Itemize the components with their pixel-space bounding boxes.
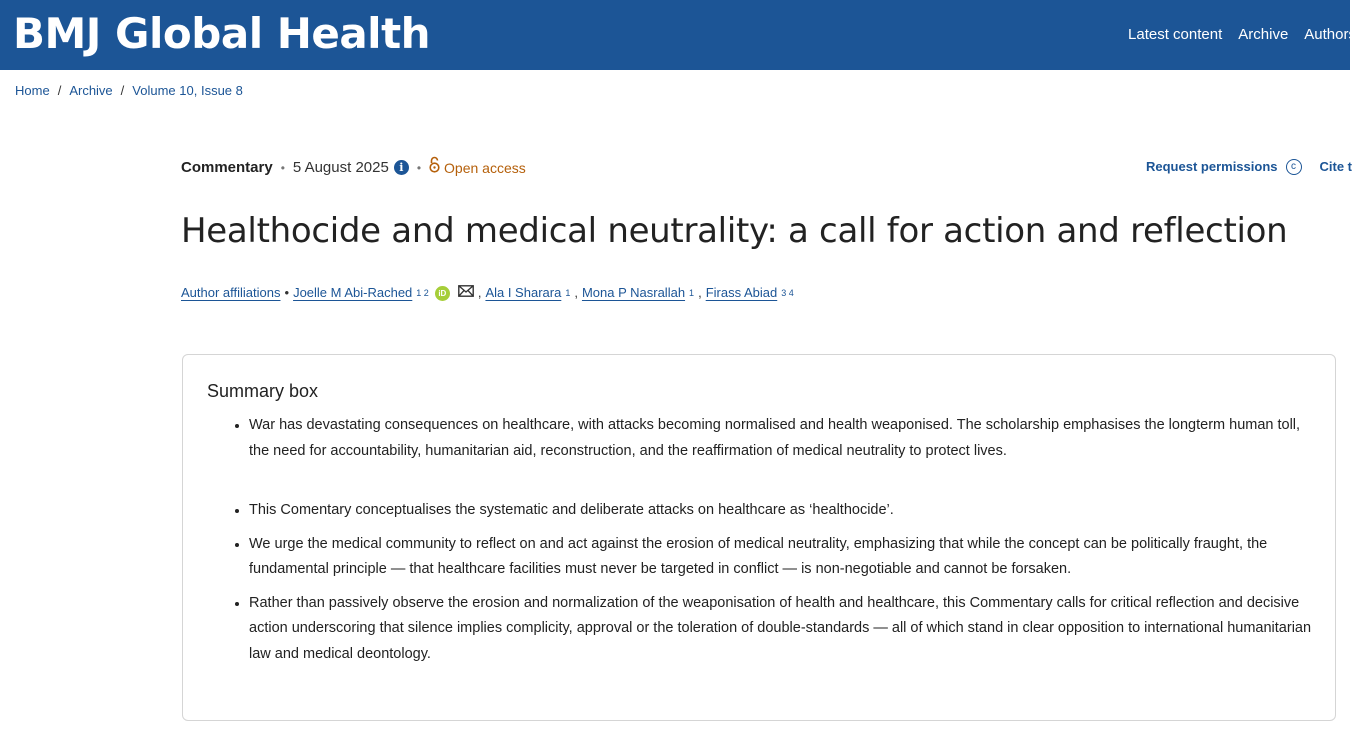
meta-separator: • xyxy=(416,160,422,175)
breadcrumb-issue[interactable]: Volume 10, Issue 8 xyxy=(132,83,243,98)
author-separator: , xyxy=(698,285,702,300)
request-permissions-link[interactable]: Request permissions xyxy=(1146,159,1278,174)
summary-list xyxy=(249,413,1319,667)
email-icon[interactable] xyxy=(458,283,474,303)
summary-box xyxy=(182,354,1336,721)
summary-item: • Rather than passively observe the erosion and normalization of the weaponisation of health and healthcare, this Commentary calls for critical reflection and decisive action underscoring that silence implies complicity, approval or the toleration of double-standards — all of which stand in clear opposition to international humanitarian law and medical deontology. xyxy=(249,591,1319,668)
nav-latest-content[interactable]: Latest content xyxy=(1128,26,1223,43)
article-title: Healthocide and medical neutrality: a call for action and reflection xyxy=(181,211,1288,251)
breadcrumb-separator: / xyxy=(57,83,62,98)
author-separator: • xyxy=(284,285,290,300)
author-link[interactable]: Firass Abiad xyxy=(705,285,778,300)
summary-heading: Summary box xyxy=(207,381,319,401)
nav-archive[interactable]: Archive xyxy=(1238,26,1289,43)
open-access-icon xyxy=(429,156,440,179)
author-list xyxy=(181,283,794,303)
summary-item: • This Comentary conceptualises the systematic and deliberate attacks on healthcare as ‘healthocide’. xyxy=(249,498,1319,524)
breadcrumb-home[interactable]: Home xyxy=(15,83,50,98)
publication-date: 5 August 2025 xyxy=(292,158,389,176)
breadcrumb-archive[interactable]: Archive xyxy=(69,83,113,98)
summary-item: • War has devastating consequences on healthcare, with attacks becoming normalised and health weaponised. The scholarship emphasises the longterm human toll, the need for accountability, humanitarian aid, reconstruction, and the reaffirmation of medical neutrality to protect lives. xyxy=(249,413,1319,464)
open-access-label: Open access xyxy=(444,159,526,176)
author-affiliations-link[interactable]: Author affiliations xyxy=(181,285,281,300)
author-separator: , xyxy=(477,285,482,300)
nav-authors[interactable]: Authors xyxy=(1304,26,1356,43)
article-actions xyxy=(1146,157,1352,177)
summary-item: • We urge the medical community to reflect on and act against the erosion of medical neutrality, emphasizing that while the concept can be politically fraught, the fundamental principle — that healthcare facilities must never be targeted in conflict — is non-negotiable and cannot be forsaken. xyxy=(249,532,1319,583)
author-affiliation-sup: 3 4 xyxy=(781,288,794,298)
orcid-icon[interactable]: iD xyxy=(435,286,450,301)
article-type: Commentary xyxy=(181,158,273,176)
author-link[interactable]: Joelle M Abi-Rached xyxy=(293,285,413,300)
copyright-icon[interactable]: c xyxy=(1286,159,1302,175)
author-link[interactable]: Mona P Nasrallah xyxy=(581,285,686,300)
site-header xyxy=(0,0,1356,70)
author-link[interactable]: Ala I Sharara xyxy=(485,285,562,300)
breadcrumb xyxy=(15,82,243,100)
info-icon[interactable]: i xyxy=(394,160,409,175)
top-nav xyxy=(1128,24,1356,46)
meta-separator: • xyxy=(280,160,285,175)
author-affiliation-sup: 1 xyxy=(689,288,695,298)
author-affiliation-sup: 1 xyxy=(565,288,571,298)
author-affiliation-sup: 1 2 xyxy=(416,288,429,298)
author-separator: , xyxy=(574,285,578,300)
site-logo[interactable]: BMJ Global Health xyxy=(13,9,431,58)
breadcrumb-separator: / xyxy=(120,83,125,98)
article-meta xyxy=(181,156,526,179)
cite-link[interactable]: Cite t xyxy=(1319,159,1352,174)
